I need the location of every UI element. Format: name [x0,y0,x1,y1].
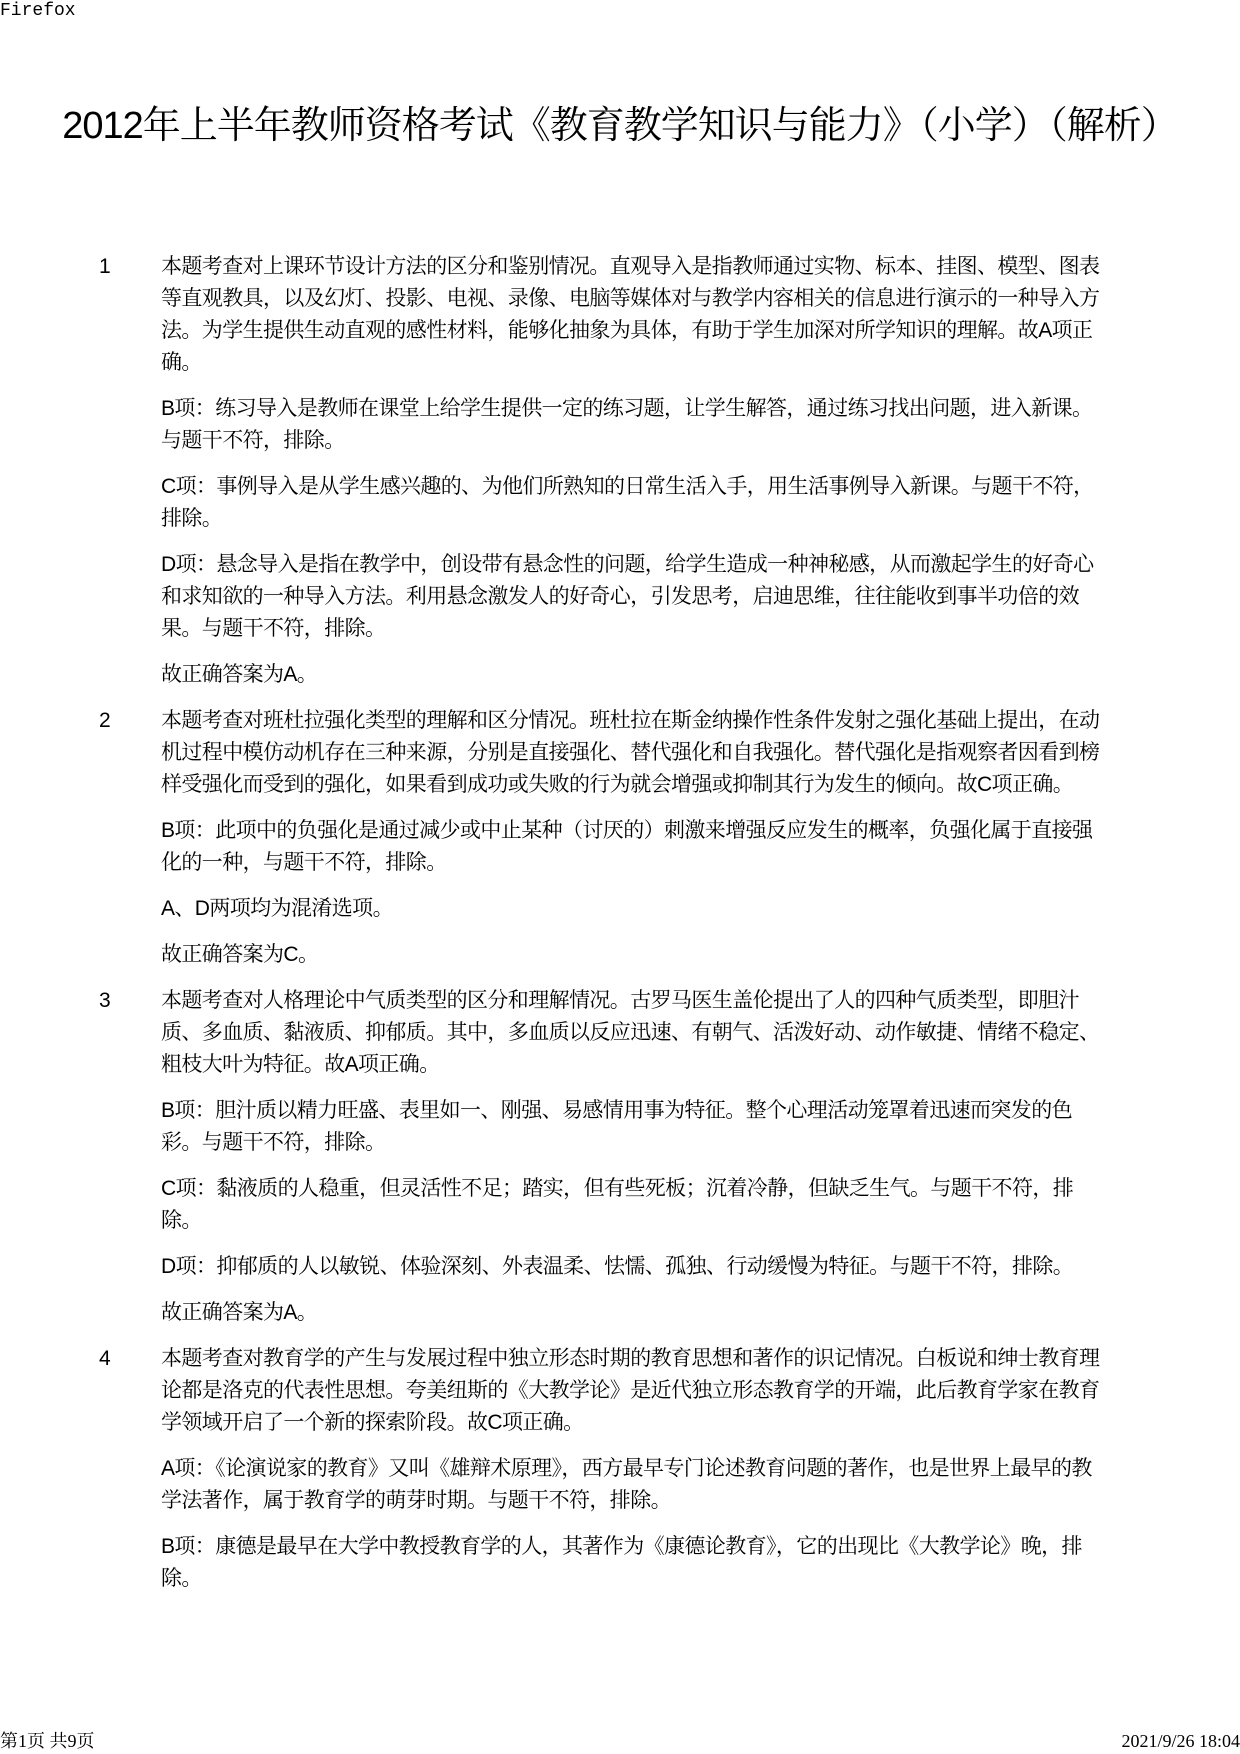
item-paragraph: A、D两项均为混淆选项。 [161,897,393,920]
answer-item [0,251,1240,691]
item-paragraph: 本题考查对教育学的产生与发展过程中独立形态时期的教育思想和著作的识记情况。白板说和绅士教育理论都是洛克的代表性思想。夸美纽斯的《大教学论》是近代独立形态教育学的开端，此后教育学家在教育学领域开启了一个新的探索阶段。故C项正确。 [161,1347,1100,1434]
item-paragraph: B项：胆汁质以精力旺盛、表里如一、刚强、易感情用事为特征。整个心理活动笼罩着迅速而突发的色彩。与题干不符，排除。 [161,1099,1073,1154]
print-timestamp: 2021/9/26 18:04 [1121,1731,1240,1751]
item-paragraph: C项：黏液质的人稳重，但灵活性不足；踏实，但有些死板；沉着冷静，但缺乏生气。与题干不符，排除。 [161,1177,1074,1232]
item-paragraph: 本题考查对班杜拉强化类型的理解和区分情况。班杜拉在斯金纳操作性条件发射之强化基础上提出，在动机过程中模仿动机存在三种来源，分别是直接强化、替代强化和自我强化。替代强化是指观察者因看到榜样受强化而受到的强化，如果看到成功或失败的行为就会增强或抑制其行为发生的倾向。故C项正确。 [161,709,1100,796]
item-paragraph: 本题考查对人格理论中气质类型的区分和理解情况。古罗马医生盖伦提出了人的四种气质类型，即胆汁质、多血质、黏液质、抑郁质。其中，多血质以反应迅速、有朝气、活泼好动、动作敏捷、情绪不稳定、粗枝大叶为特征。故A项正确。 [161,989,1100,1076]
item-paragraph: D项：抑郁质的人以敏锐、体验深刻、外表温柔、怯懦、孤独、行动缓慢为特征。与题干不符，排除。 [161,1255,1074,1278]
item-paragraph: C项：事例导入是从学生感兴趣的、为他们所熟知的日常生活入手，用生活事例导入新课。与题干不符，排除。 [161,475,1094,530]
document-title: 2012年上半年教师资格考试《教育教学知识与能力》（小学）（解析） [62,105,1178,147]
answer-list [0,251,1240,1609]
item-answer: 故正确答案为A。 [161,1301,318,1324]
item-paragraph: A项：《论演说家的教育》又叫《雄辩术原理》，西方最早专门论述教育问题的著作，也是世界上最早的教学法著作，属于教育学的萌芽时期。与题干不符，排除。 [161,1457,1092,1512]
answer-item [0,705,1240,971]
item-number: 2 [99,709,111,732]
answer-item [0,1343,1240,1595]
item-answer: 故正确答案为A。 [161,663,318,686]
item-paragraph: B项：此项中的负强化是通过减少或中止某种（讨厌的）刺激来增强反应发生的概率，负强化属于直接强化的一种，与题干不符，排除。 [161,819,1093,874]
item-answer: 故正确答案为C。 [161,943,319,966]
item-paragraph: B项：练习导入是教师在课堂上给学生提供一定的练习题，让学生解答，通过练习找出问题，进入新课。与题干不符，排除。 [161,397,1093,452]
item-paragraph: B项：康德是最早在大学中教授教育学的人，其著作为《康德论教育》，它的出现比《大教学论》晚，排除。 [161,1535,1082,1590]
page-indicator: 第1页 共9页 [0,1731,95,1751]
item-number: 1 [99,255,111,278]
item-paragraph: D项：悬念导入是指在教学中，创设带有悬念性的问题，给学生造成一种神秘感，从而激起学生的好奇心和求知欲的一种导入方法。利用悬念激发人的好奇心，引发思考，启迪思维，往往能收到事半功倍的效果。与题干不符，排除。 [161,553,1094,640]
app-label: Firefox [0,1,76,21]
item-number: 4 [99,1347,111,1370]
item-number: 3 [99,989,111,1012]
answer-item [0,985,1240,1329]
item-paragraph: 本题考查对上课环节设计方法的区分和鉴别情况。直观导入是指教师通过实物、标本、挂图、模型、图表等直观教具，以及幻灯、投影、电视、录像、电脑等媒体对与教学内容相关的信息进行演示的一种导入方法。为学生提供生动直观的感性材料，能够化抽象为具体，有助于学生加深对所学知识的理解。故A项正确。 [161,255,1100,374]
